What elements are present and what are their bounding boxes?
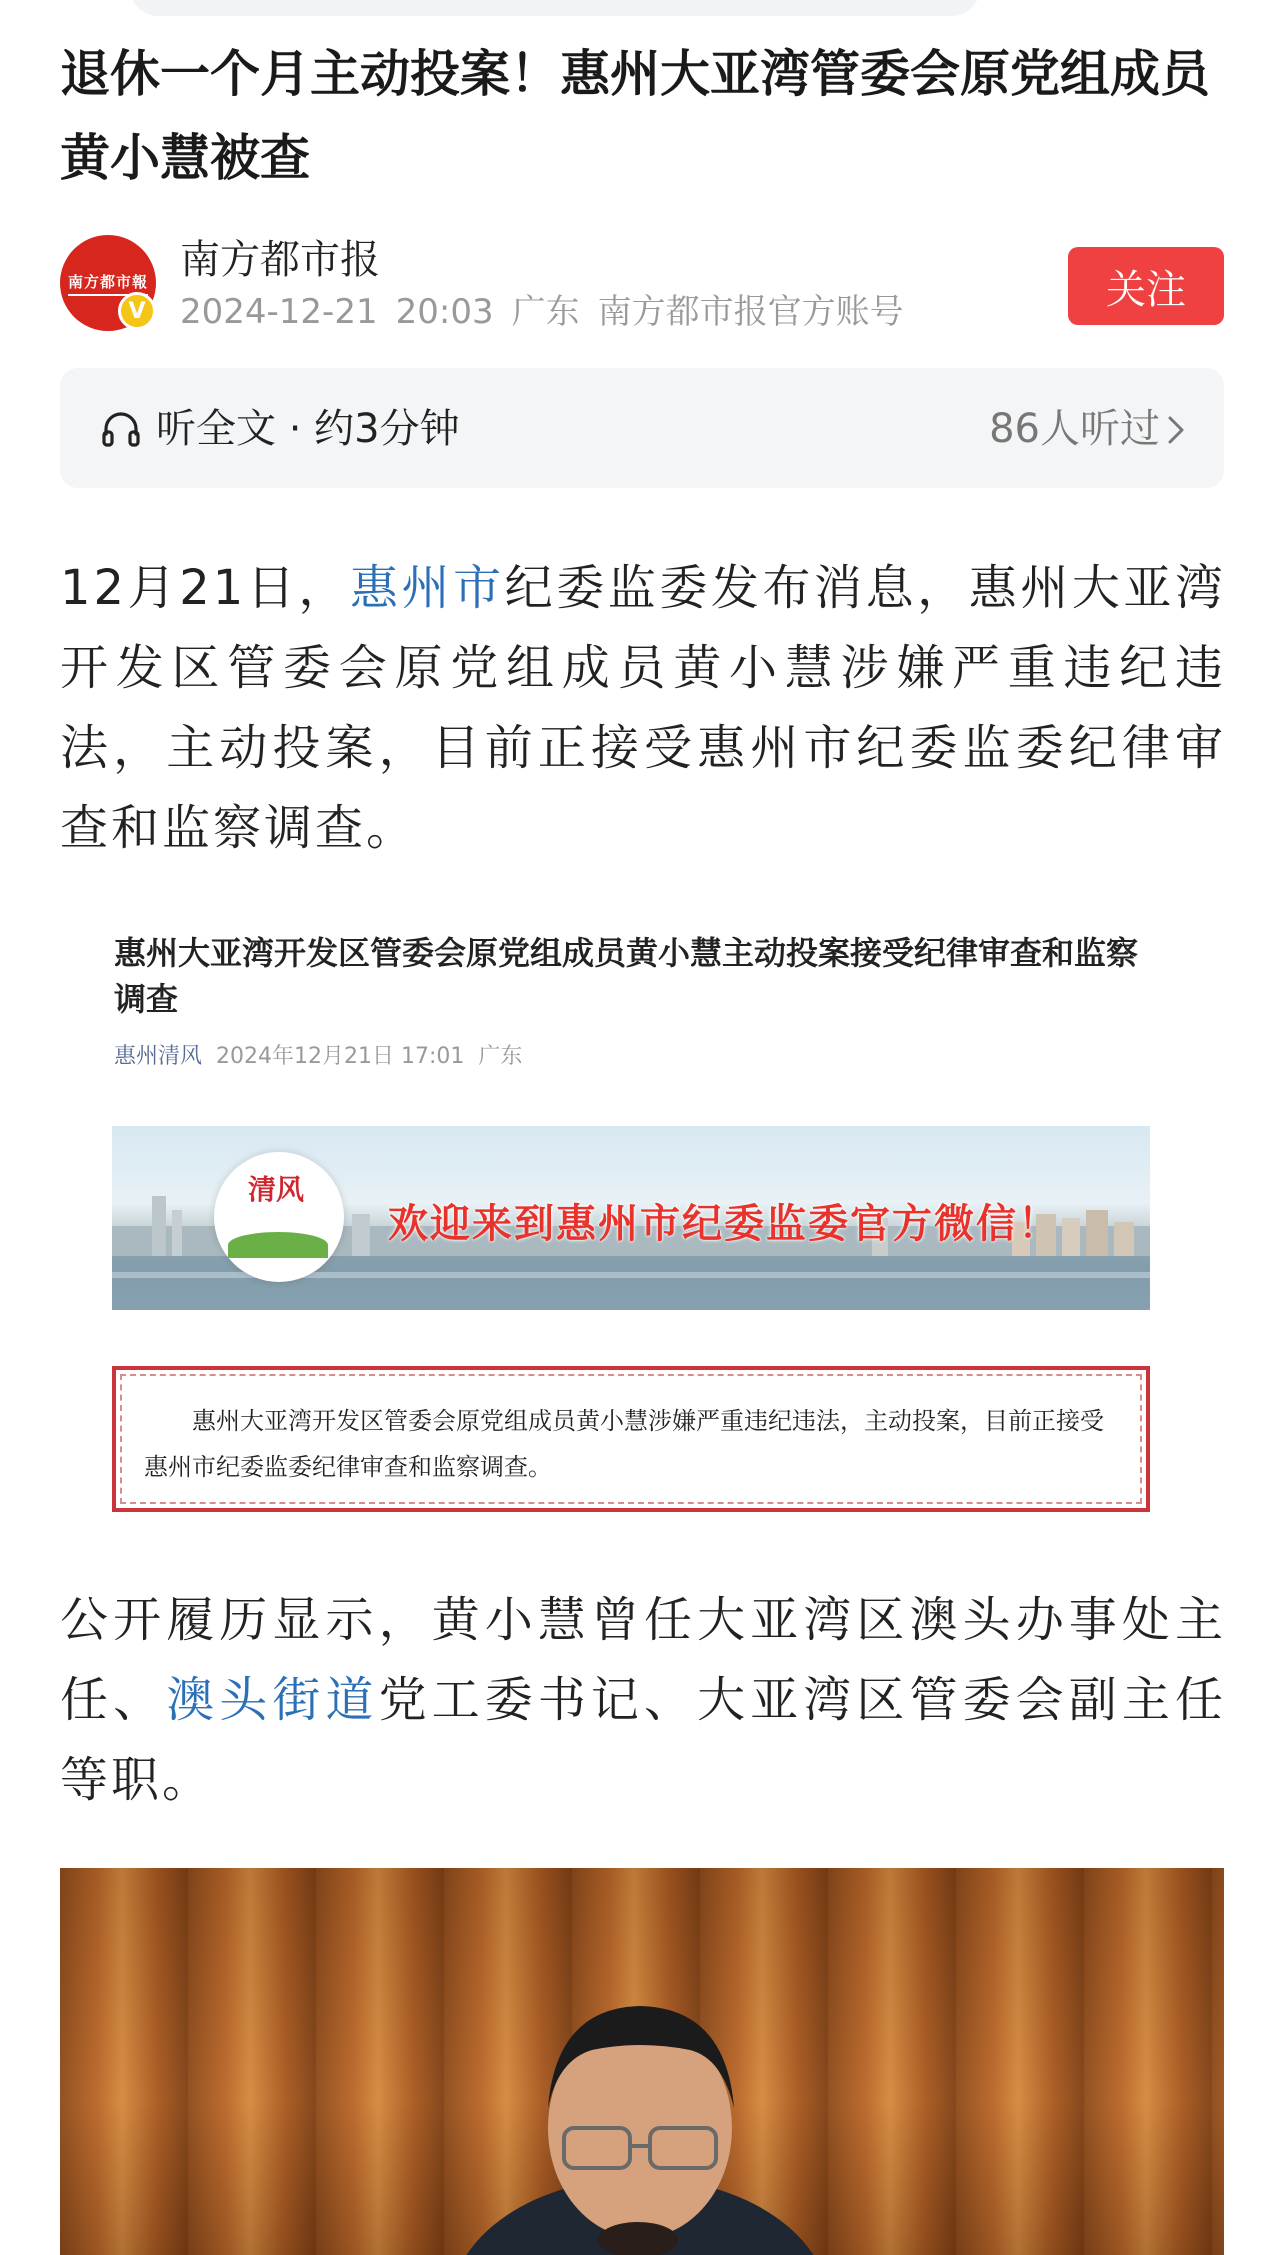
author-bar (60, 232, 1224, 332)
paragraph-2 (60, 1580, 1226, 1820)
embedded-datetime: 2024年12月21日 17:01 (216, 1044, 465, 1069)
paragraph-2-text-a: 公开履历显示，黄小慧曾任大亚湾区澳头办事处主任、 (60, 1592, 1226, 1728)
embedded-location: 广东 (478, 1044, 523, 1069)
embedded-notice-image[interactable] (60, 910, 1224, 1540)
chevron-right-icon (1166, 414, 1186, 446)
embedded-title: 惠州大亚湾开发区管委会原党组成员黄小慧主动投案接受纪律审查和监察调查 (114, 934, 1139, 1018)
listen-label: 听全文 · 约3分钟 (156, 406, 460, 452)
account-type: 南方都市报官方账号 (597, 292, 904, 332)
banner-welcome-text: 欢迎来到惠州市纪委监委官方微信！ (388, 1201, 1060, 1247)
qingfeng-logo-text: 清风 (248, 1173, 305, 1206)
publish-time: 20:03 (395, 292, 494, 332)
author-meta (180, 290, 922, 334)
paragraph-1 (60, 548, 1226, 868)
qingfeng-logo (214, 1152, 344, 1282)
headphone-icon (100, 408, 142, 450)
paragraph-1-text-a: 12月21日， (60, 560, 350, 616)
welcome-banner (112, 1126, 1150, 1310)
publish-location: 广东 (511, 292, 580, 332)
person-figure (460, 1978, 820, 2255)
verified-badge-icon: V (118, 292, 156, 330)
avatar-logo: 南方都市報 (68, 271, 148, 296)
link-aotou-street[interactable]: 澳头街道 (166, 1672, 379, 1728)
link-huizhou-city[interactable]: 惠州市 (349, 560, 505, 616)
top-search-pill[interactable] (130, 0, 980, 16)
publish-date: 2024-12-21 (180, 292, 378, 332)
notice-text: 惠州大亚湾开发区管委会原党组成员黄小慧涉嫌严重违纪违法，主动投案，目前正接受惠州市纪委监委纪律审查和监察调查。 (120, 1374, 1142, 1504)
person-photo[interactable] (60, 1868, 1224, 2255)
paragraph-1-text-b: 纪委监委发布消息，惠州大亚湾开发区管委会原党组成员黄小慧涉嫌严重违纪违法，主动投案，目前正接受惠州市纪委监委纪律审查和监察调查。 (60, 560, 1226, 856)
notice-box (112, 1366, 1150, 1512)
embedded-meta (114, 1042, 536, 1072)
listen-count: 86人听过 (989, 406, 1160, 452)
follow-button[interactable]: 关注 (1068, 247, 1224, 325)
author-name[interactable]: 南方都市报 (180, 237, 380, 283)
paragraph-2-text-b: 党工委书记、大亚湾区管委会副主任等职。 (60, 1672, 1226, 1808)
listen-full-text-bar[interactable] (60, 368, 1224, 488)
article-title: 退休一个月主动投案！惠州大亚湾管委会原党组成员黄小慧被查 (60, 45, 1210, 187)
embedded-source: 惠州清风 (114, 1044, 203, 1069)
qingfeng-hill-icon (228, 1232, 328, 1258)
